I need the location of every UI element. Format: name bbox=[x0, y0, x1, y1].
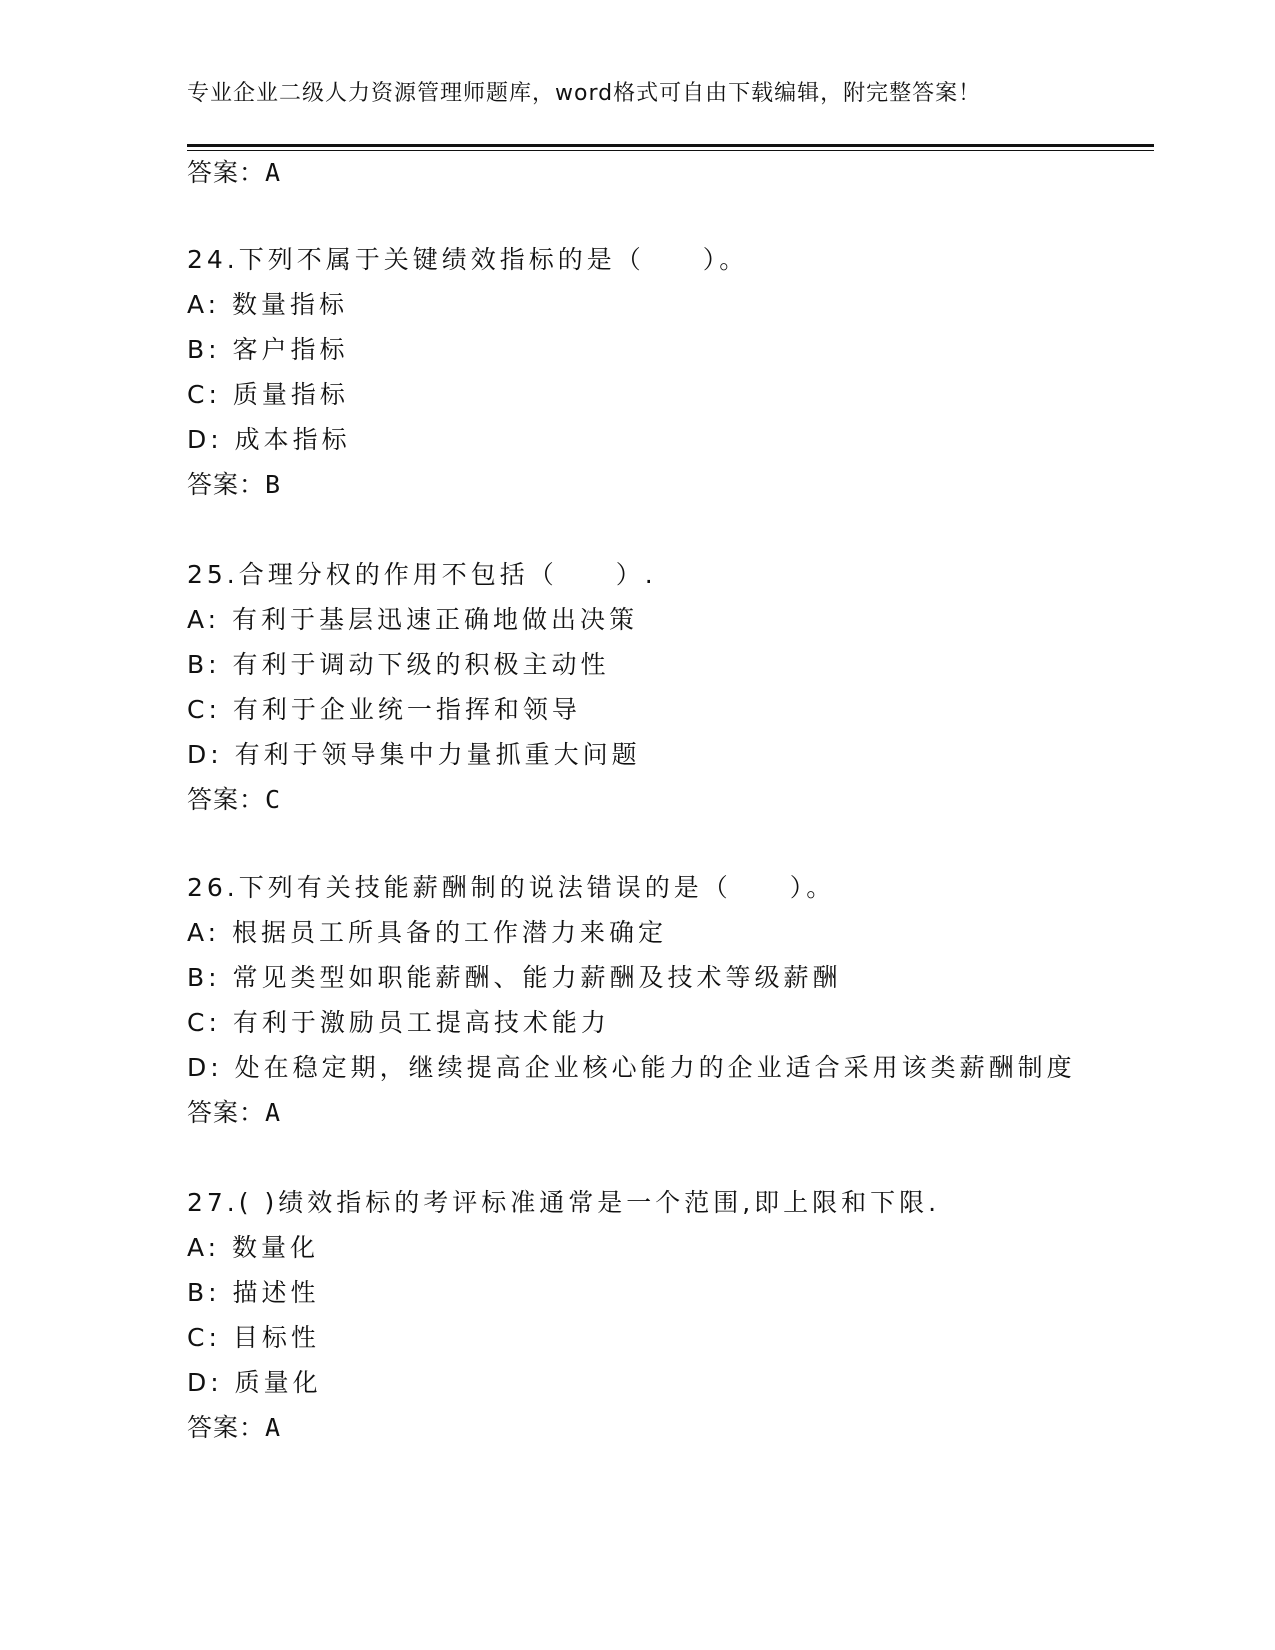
question-option: D: 处在稳定期，继续提高企业核心能力的企业适合采用该类薪酬制度 bbox=[187, 1053, 1076, 1082]
answer-value: A bbox=[265, 1413, 282, 1442]
answer-value: B bbox=[265, 470, 282, 499]
question-option: C: 有利于激励员工提高技术能力 bbox=[187, 1008, 610, 1037]
answer-line-prev bbox=[187, 158, 281, 188]
answer-line bbox=[187, 1098, 281, 1128]
answer-value: C bbox=[265, 785, 282, 814]
question-stem: 25.合理分权的作用不包括（ ）. bbox=[187, 560, 657, 589]
answer-label: 答案： bbox=[187, 1413, 266, 1442]
answer-label: 答案： bbox=[187, 785, 266, 814]
question-stem: 27.( )绩效指标的考评标准通常是一个范围,即上限和下限. bbox=[187, 1188, 941, 1217]
answer-value: A bbox=[265, 158, 282, 187]
answer-value: A bbox=[265, 1098, 282, 1127]
question-option: A: 根据员工所具备的工作潜力来确定 bbox=[187, 918, 668, 947]
question-option: B: 客户指标 bbox=[187, 335, 349, 364]
answer-line bbox=[187, 470, 281, 500]
header-rule-thick bbox=[187, 144, 1154, 147]
question-option: C: 质量指标 bbox=[187, 380, 349, 409]
question-option: D: 有利于领导集中力量抓重大问题 bbox=[187, 740, 641, 769]
question-option: D: 质量化 bbox=[187, 1368, 322, 1397]
answer-line bbox=[187, 1413, 281, 1443]
answer-label: 答案： bbox=[187, 470, 266, 499]
question-option: B: 常见类型如职能薪酬、能力薪酬及技术等级薪酬 bbox=[187, 963, 842, 992]
question-option: B: 描述性 bbox=[187, 1278, 320, 1307]
question-option: A: 有利于基层迅速正确地做出决策 bbox=[187, 605, 639, 634]
answer-line bbox=[187, 785, 281, 815]
question-stem: 26.下列有关技能薪酬制的说法错误的是（ ）。 bbox=[187, 873, 836, 902]
answer-label: 答案： bbox=[187, 158, 266, 187]
question-option: A: 数量化 bbox=[187, 1233, 320, 1262]
question-option: D: 成本指标 bbox=[187, 425, 351, 454]
question-option: C: 目标性 bbox=[187, 1323, 320, 1352]
header-rule-thin bbox=[187, 150, 1154, 151]
question-option: C: 有利于企业统一指挥和领导 bbox=[187, 695, 581, 724]
page-header: 专业企业二级人力资源管理师题库，word格式可自由下载编辑，附完整答案！ bbox=[187, 81, 982, 106]
question-option: B: 有利于调动下级的积极主动性 bbox=[187, 650, 610, 679]
question-option: A: 数量指标 bbox=[187, 290, 349, 319]
question-stem: 24.下列不属于关键绩效指标的是（ ）。 bbox=[187, 245, 749, 274]
answer-label: 答案： bbox=[187, 1098, 266, 1127]
